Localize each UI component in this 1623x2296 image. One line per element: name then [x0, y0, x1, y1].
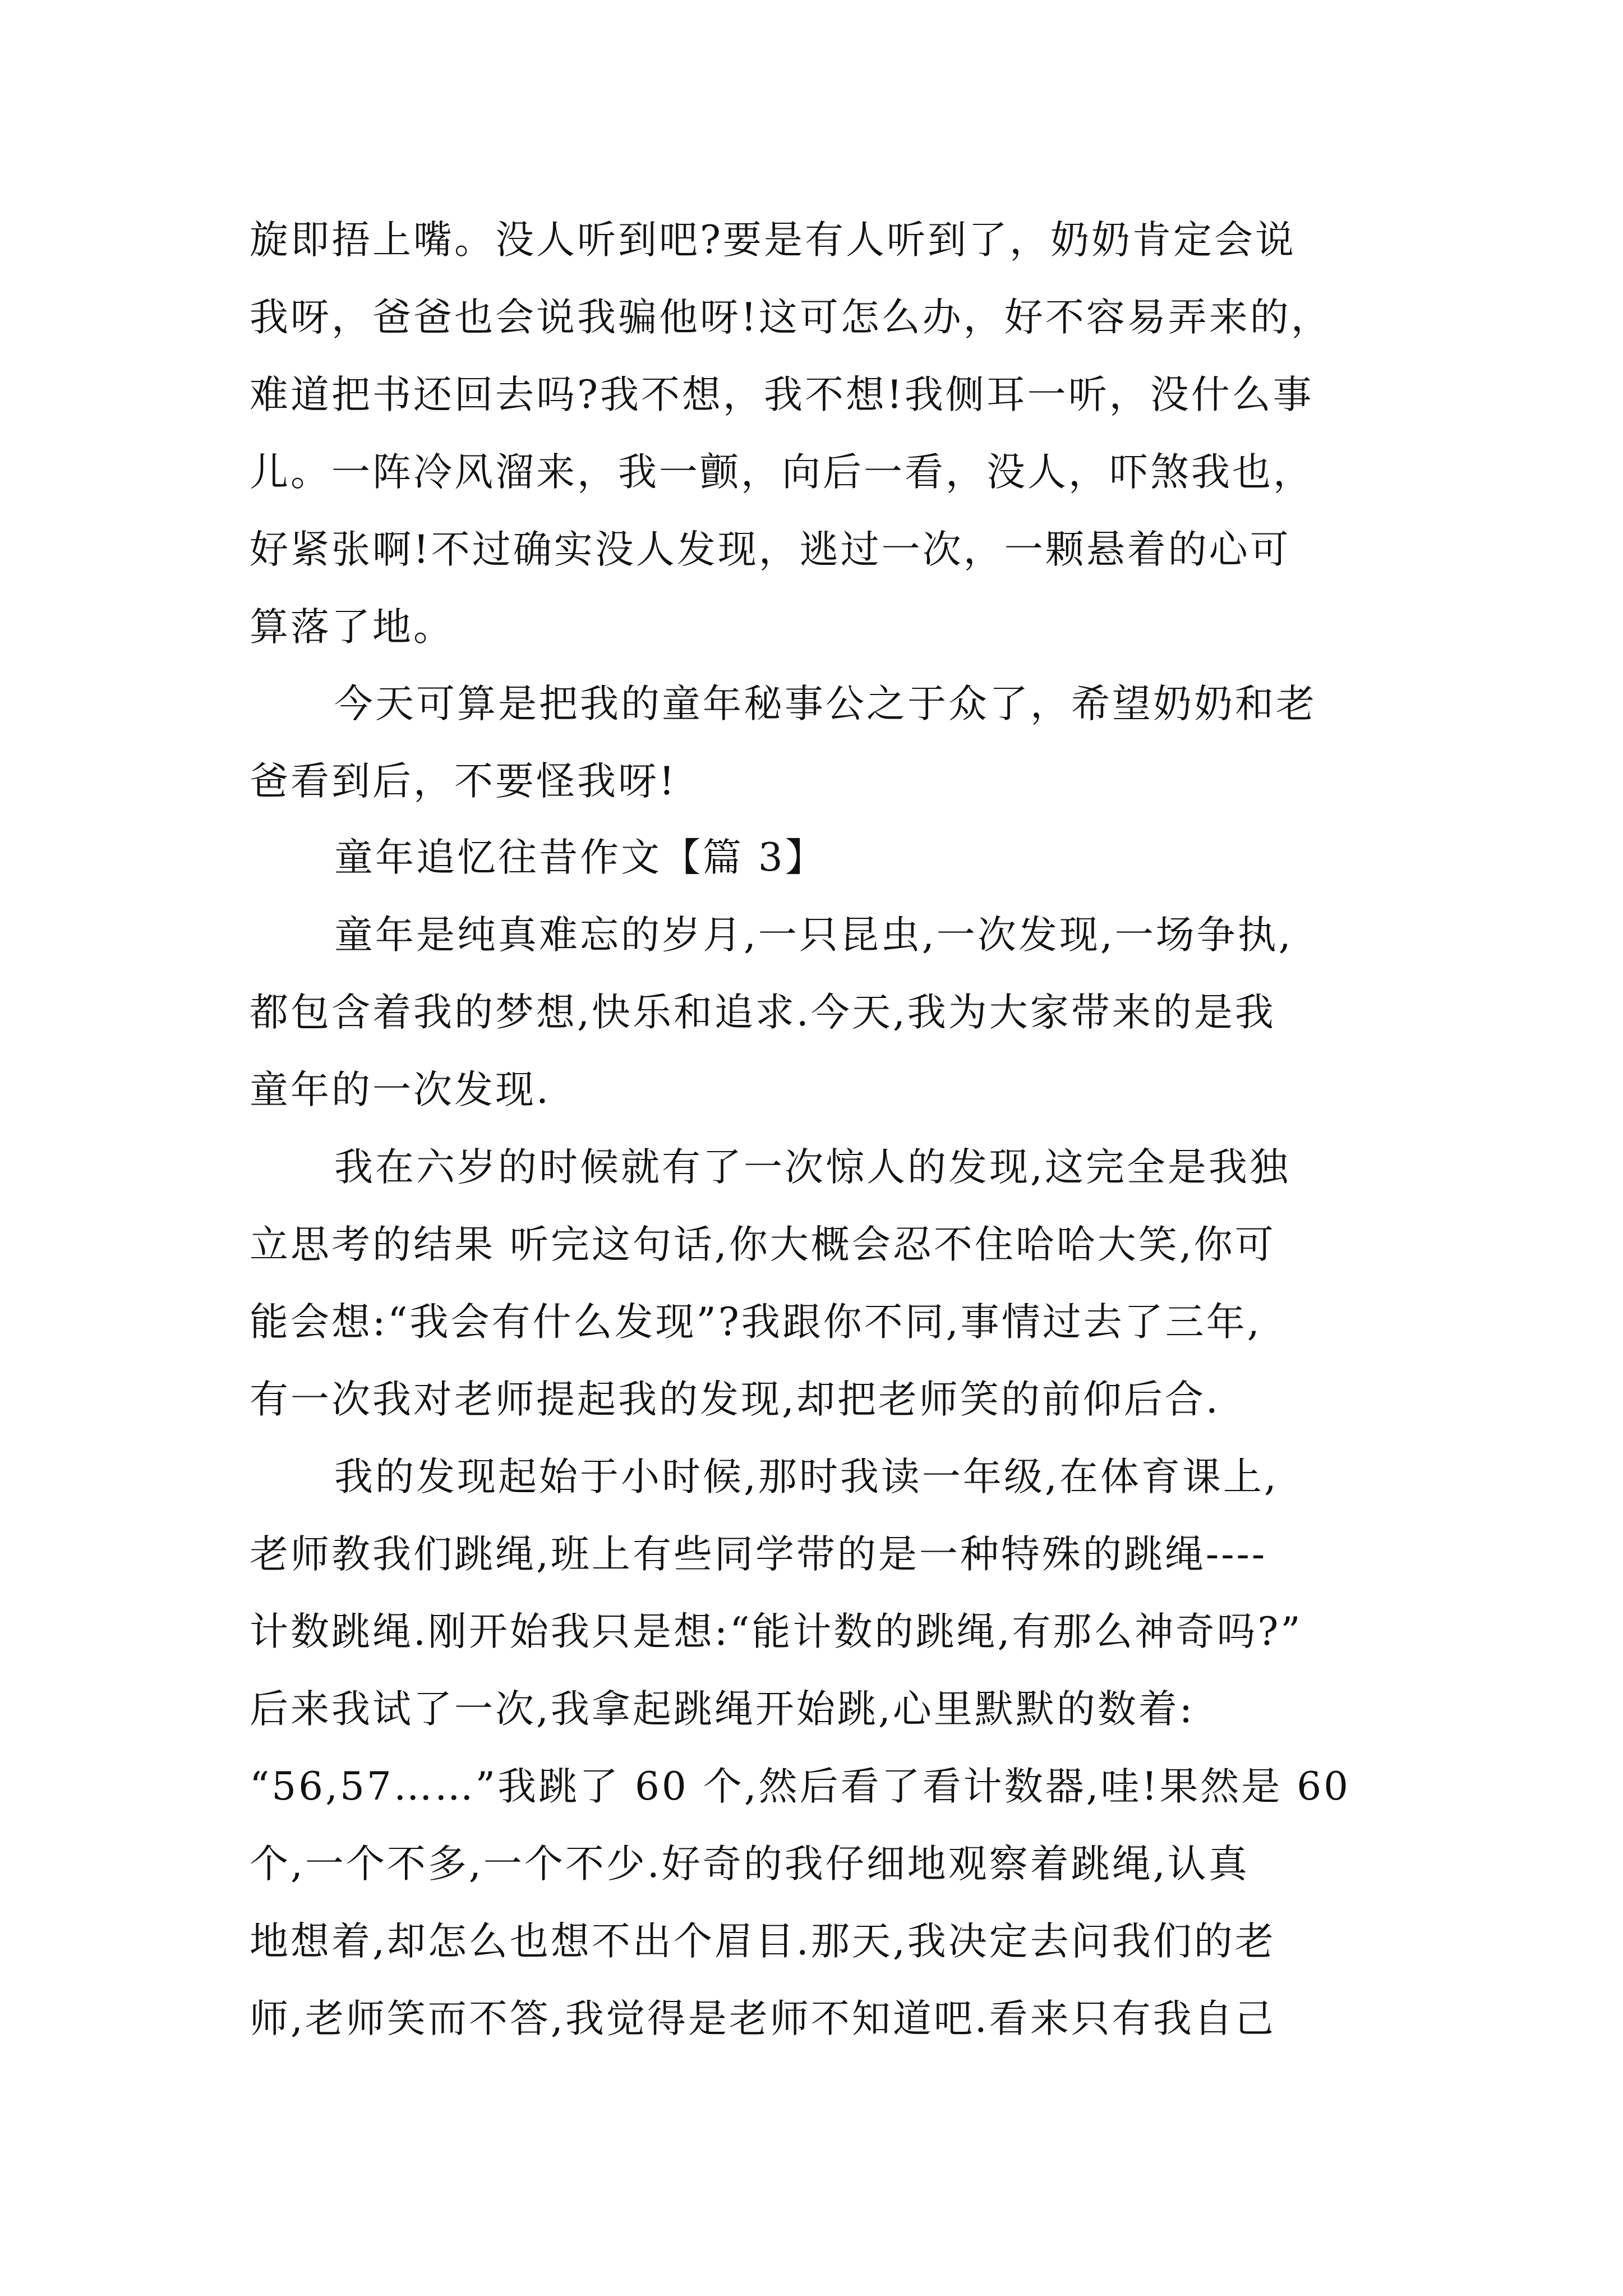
text-line: 算落了地。	[250, 605, 454, 650]
text-line: 后来我试了一次,我拿起跳绳开始跳,心里默默的数着:	[250, 1687, 1195, 1732]
text-line: 我的发现起始于小时候,那时我读一年级,在体育课上,	[334, 1455, 1279, 1499]
text-line: 我在六岁的时候就有了一次惊人的发现,这完全是我独	[334, 1145, 1290, 1190]
text-line: 我呀，爸爸也会说我骗他呀!这可怎么办，好不容易弄来的，	[250, 295, 1332, 340]
text-line: 好紧张啊!不过确实没人发现，逃过一次，一颗悬着的心可	[250, 527, 1291, 572]
text-line: 童年是纯真难忘的岁月,一只昆虫,一次发现,一场争执,	[334, 913, 1293, 958]
text-line: 计数跳绳.刚开始我只是想:“能计数的跳绳,有那么神奇吗?”	[250, 1609, 1303, 1654]
text-line: 儿。一阵冷风溜来，我一颤，向后一看，没人，吓煞我也，	[250, 450, 1314, 495]
text-line: 个,一个不多,一个不少.好奇的我仔细地观察着跳绳,认真	[250, 1842, 1249, 1887]
text-line: 爸看到后，不要怪我呀!	[250, 759, 677, 804]
text-line: 立思考的结果 听完这句话,你大概会忍不住哈哈大笑,你可	[250, 1222, 1276, 1267]
section-heading: 童年追忆往昔作文【篇 3】	[334, 835, 826, 880]
text-line: 难道把书还回去吗?我不想，我不想!我侧耳一听，没什么事	[250, 372, 1314, 417]
text-line: 能会想:“我会有什么发现”?我跟你不同,事情过去了三年,	[250, 1300, 1262, 1345]
text-line: 都包含着我的梦想,快乐和追求.今天,我为大家带来的是我	[250, 990, 1276, 1035]
text-line: 地想着,却怎么也想不出个眉目.那天,我决定去问我们的老	[250, 1919, 1276, 1964]
text-line: 今天可算是把我的童年秘事公之于众了，希望奶奶和老	[334, 682, 1317, 726]
text-line: “56,57……”我跳了 60 个,然后看了看计数器,哇!果然是 60	[250, 1764, 1351, 1809]
text-line: 有一次我对老师提起我的发现,却把老师笑的前仰后合.	[250, 1377, 1220, 1422]
text-line: 师,老师笑而不答,我觉得是老师不知道吧.看来只有我自己	[250, 1996, 1276, 2041]
text-line: 童年的一次发现.	[250, 1068, 551, 1112]
text-line: 老师教我们跳绳,班上有些同学带的是一种特殊的跳绳----	[250, 1532, 1267, 1577]
text-line: 旋即捂上嘴。没人听到吧?要是有人听到了，奶奶肯定会说	[250, 218, 1296, 263]
